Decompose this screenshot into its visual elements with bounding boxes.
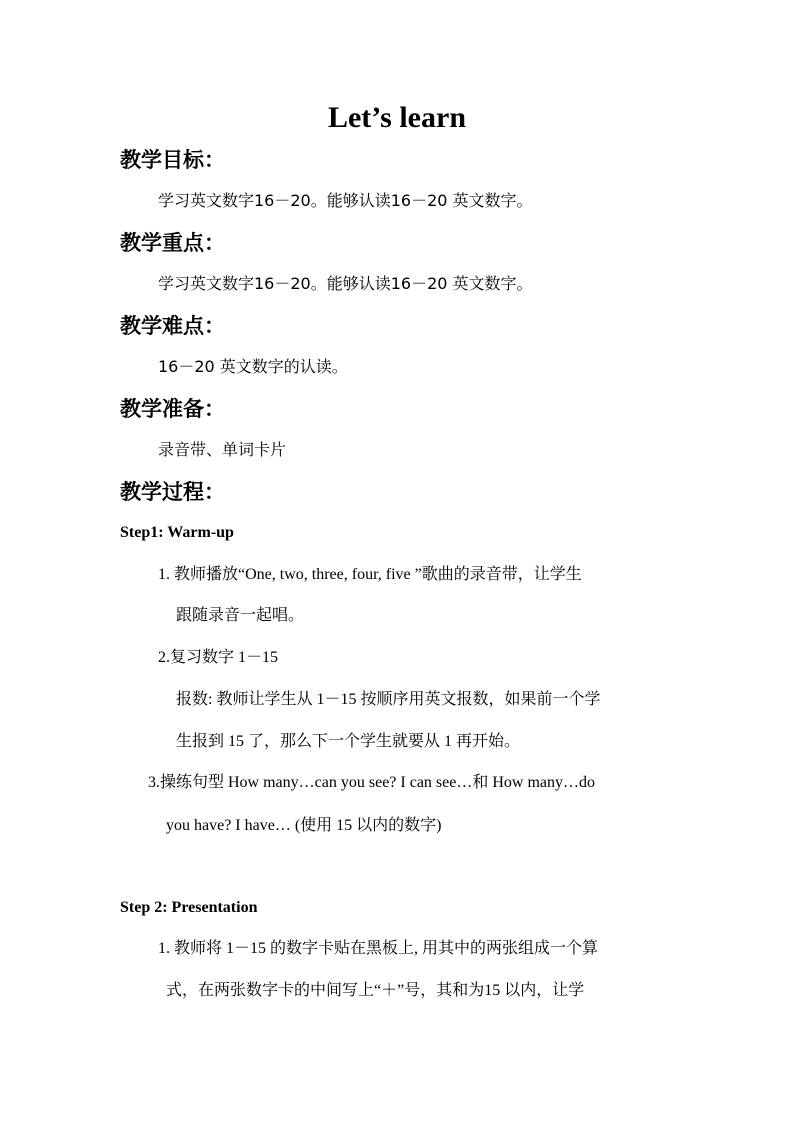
step1-item2-line2: 报数: 教师让学生从 1－15 按顺序用英文报数，如果前一个学 (176, 691, 601, 708)
step1-item1-line1: 1. 教师播放“One, two, three, four, five ”歌曲的录音带，让学生 (158, 566, 582, 583)
step1-item2-line1: 2.复习数字 1－15 (158, 649, 279, 666)
objectives-text: 学习英文数字16－20。能够认读16－20 英文数字。 (158, 191, 533, 210)
step1-item3-line1: 3.操练句型 How many…can you see? I can see…和 How many…do (148, 774, 596, 791)
step2-item1-line1: 1. 教师将 1－15 的数字卡贴在黑板上, 用其中的两张组成一个算 (158, 940, 599, 957)
step1-title: Step1: Warm-up (120, 524, 234, 541)
heading-preparation: 教学准备： (120, 397, 225, 421)
step2-title: Step 2: Presentation (120, 899, 258, 916)
difficulties-text: 16－20 英文数字的认读。 (158, 357, 348, 376)
heading-key-points: 教学重点： (120, 231, 225, 255)
step1-item3-line2: you have? I have… (使用 15 以内的数字) (166, 817, 442, 834)
document-title: Let’s learn (327, 101, 467, 134)
key-points-text: 学习英文数字16－20。能够认读16－20 英文数字。 (158, 274, 533, 293)
heading-process: 教学过程： (120, 480, 225, 504)
step1-item1-line2: 跟随录音一起唱。 (176, 607, 305, 624)
step2-item1-line2: 式，在两张数字卡的中间写上“＋”号，其和为15 以内，让学 (166, 982, 585, 999)
preparation-text: 录音带、单词卡片 (158, 440, 287, 459)
heading-difficulties: 教学难点： (120, 314, 225, 338)
heading-objectives: 教学目标： (120, 148, 225, 172)
step1-item2-line3: 生报到 15 了，那么下一个学生就要从 1 再开始。 (176, 733, 521, 750)
